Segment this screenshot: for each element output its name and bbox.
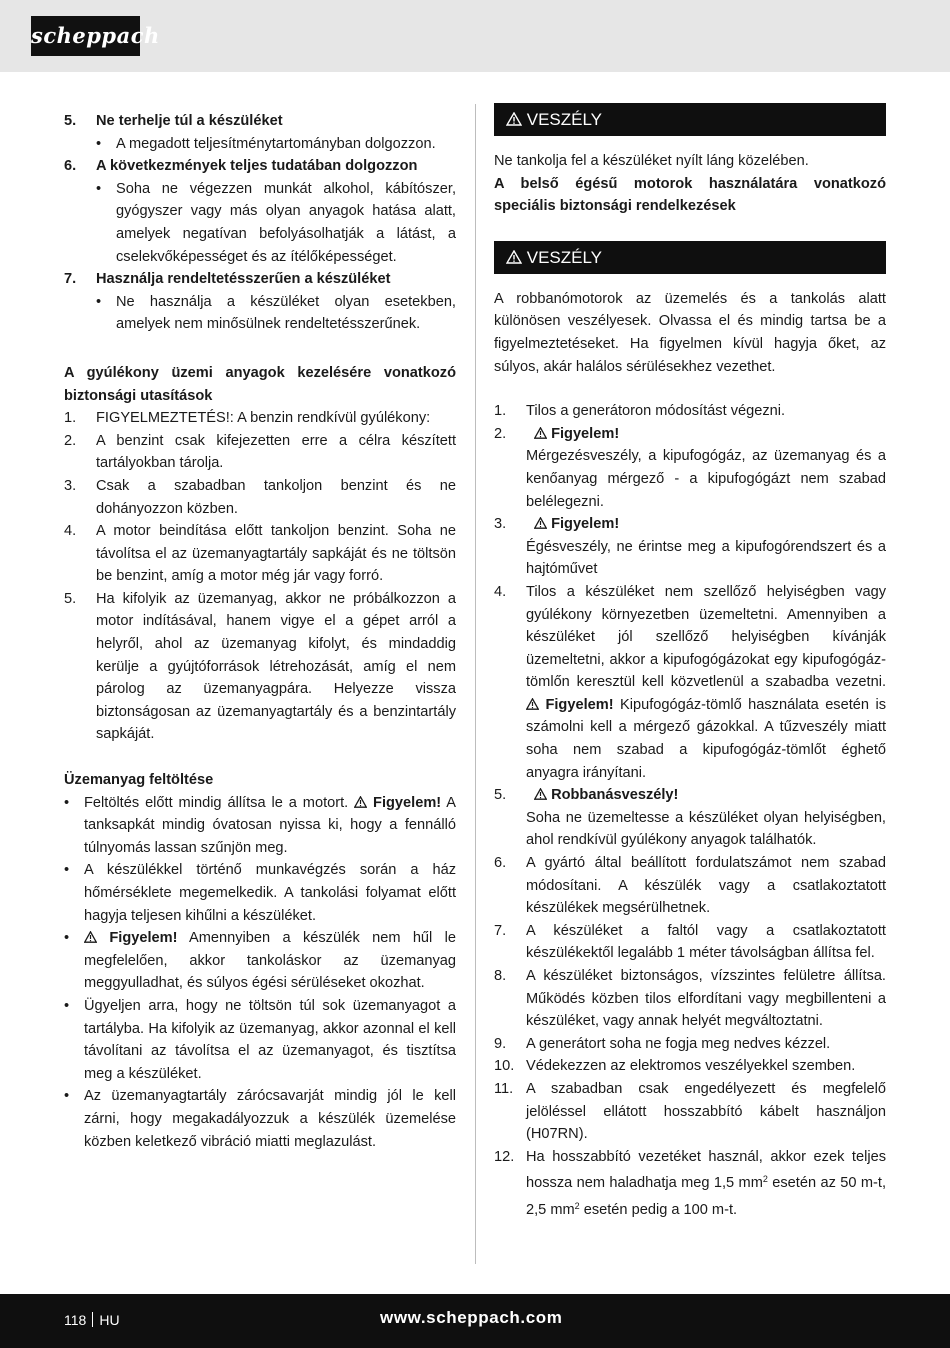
rule-item-7: 7. Használja rendeltetésszerűen a készüléket xyxy=(64,268,456,291)
page-footer xyxy=(0,1294,950,1348)
danger-text: A robbanómotorok az üzemelés és a tankolás alatt különösen veszélyesek. Olvassa el és mindig tartsa be a figyelmeztetéseket. Ha figyelmen kívül hagyja őket, az súlyos, akár halálos sérülésekhez vezethet. xyxy=(494,290,886,375)
bullet-item: • Soha ne végezzen munkát alkohol, kábítószer, gyógyszer vagy más olyan anyagok hatása alatt, amelyek negatívan befolyásolhatják a látást, a cselekvőképességet és az ítélőképességet. xyxy=(96,178,456,268)
fuel-heading: Üzemanyag feltöltése xyxy=(64,772,214,789)
list-item: 2. Figyelem! Mérgezésveszély, a kipufogógáz, az üzemanyag és a kenőanyag mérgező - a kipufogógázt nem szabad belélegezni. xyxy=(494,425,886,510)
bullet-item: • Az üzemanyagtartály zárócsavarját mindig jól le kell zárni, hogy megakadályozzuk a készülék üzemelése közben keletkező vibráció miatti meglazulást. xyxy=(64,1085,456,1153)
danger-label: VESZÉLY xyxy=(526,110,603,129)
bullet-icon: • xyxy=(96,180,102,197)
danger-text: Ne tankolja fel a készüléket nyílt láng közelében. xyxy=(494,153,809,169)
warning-triangle-icon xyxy=(84,931,97,943)
page-header xyxy=(0,0,950,72)
rule-item-5: 5. Ne terhelje túl a készüléket xyxy=(64,110,456,133)
bullet-icon: • xyxy=(64,1088,70,1105)
bullet-icon: • xyxy=(64,930,70,947)
rule-item-6: 6. A következmények teljes tudatában dolgozzon xyxy=(64,155,456,178)
bullet-item: • Feltöltés előtt mindig állítsa le a motort. Figyelem! A tanksapkát mindig óvatosan nyissa ki, hogy a fennálló túlnyomás lassan szűnjön meg. xyxy=(64,792,456,860)
bullet-icon: • xyxy=(96,293,102,310)
list-item: 8. A készüléket biztonságos, vízszintes felületre állítsa. Működés közben tilos elfordítani vagy megbillenteni a készüléket, vagy annak helyét megváltoztatni. xyxy=(494,968,886,1030)
list-item: 4. A motor beindítása előtt tankoljon benzint. Soha ne távolítsa el az üzemanyagtartály sapkáját és ne töltsön be benzint, amíg a motor még jár vagy forró. xyxy=(64,523,456,585)
list-item: 3. Csak a szabadban tankoljon benzint és ne dohányozzon közben. xyxy=(64,477,456,517)
warning-triangle-icon xyxy=(534,788,547,800)
rule-title: Használja rendeltetésszerűen a készüléket xyxy=(96,271,391,288)
bullet-icon: • xyxy=(64,997,70,1014)
page-number: 118 HU xyxy=(64,1312,120,1328)
list-item: 11. A szabadban csak engedélyezett és megfelelő jelöléssel ellátott hosszabbító kábelt használjon (H07RN). xyxy=(494,1080,886,1143)
website-url[interactable]: www.scheppach.com xyxy=(380,1308,563,1327)
warning-triangle-icon xyxy=(354,796,367,808)
combustion-heading: A belső égésű motorok használatára vonatkozó speciális biztonsági rendelkezések xyxy=(494,175,886,215)
danger-banner xyxy=(494,241,886,274)
list-item: 10. Védekezzen az elektromos veszélyekkel szemben. xyxy=(494,1058,856,1075)
list-item: 7. A készüléket a faltól vagy a csatlakoztatott készülékektől legalább 1 méter távolságban állítsa fel. xyxy=(494,922,886,962)
bullet-item: • Figyelem! Amennyiben a készülék nem hűl le megfelelően, akkor tankoláskor az üzemanyag meggyulladhat, és súlyos égési sérüléseket okozhat. xyxy=(64,927,456,995)
list-item: 9. A generátort soha ne fogja meg nedves kézzel. xyxy=(494,1035,831,1052)
list-item: 5. Ha kifolyik az üzemanyag, akkor ne próbálkozzon a motor indításával, hanem vigye el a gépet arról a helyről, ahol az üzemanyag kifolyt, és mindaddig kerülje a gyújtóforrások létrehozását, amíg el nem párolog az üzemanyagpára. Helyezze vissza biztonságosan az üzemanyagtartály és a benzintartály sapkáját. xyxy=(64,590,456,743)
left-column xyxy=(64,110,456,1153)
list-item: 2. A benzint csak kifejezetten erre a célra készített tartályokban tárolja. xyxy=(64,432,456,472)
list-item: 12. Ha hosszabbító vezetéket használ, akkor ezek teljes hossza nem haladhatja meg 1,5 $mm^2$ esetén az 50 m-t, 2,5 $mm^2$ esetén pedig a 100 m-t. xyxy=(494,1148,886,1218)
rule-title: Ne terhelje túl a készüléket xyxy=(96,113,283,129)
danger-banner xyxy=(494,103,886,136)
bullet-icon: • xyxy=(64,862,70,879)
list-item: 1. FIGYELMEZTETÉS!: A benzin rendkívül gyúlékony: xyxy=(64,410,431,427)
warning-triangle-icon xyxy=(534,517,547,529)
flammable-heading: A gyúlékony üzemi anyagok kezelésére vonatkozó biztonsági utasítások xyxy=(64,364,456,404)
bullet-item: • Ne használja a készüléket olyan esetekben, amelyek nem minősülnek rendeltetésszerűnek. xyxy=(96,291,456,336)
warning-triangle-icon xyxy=(526,698,539,710)
warning-triangle-icon xyxy=(534,427,547,439)
bullet-item: • A megadott teljesítménytartományban dolgozzon. xyxy=(96,133,456,156)
scheppach-logo: scheppach xyxy=(31,16,140,56)
warning-triangle-icon xyxy=(506,250,522,264)
right-column xyxy=(494,103,886,1222)
list-item: 1. Tilos a generátoron módosítást végezni. xyxy=(494,403,786,420)
bullet-icon: • xyxy=(64,794,70,811)
bullet-icon: • xyxy=(96,135,102,152)
language-code: HU xyxy=(99,1312,120,1328)
bullet-item: • A készülékkel történő munkavégzés során a ház hőmérséklete megemelkedik. A tankolási folyamat előtt hagyja teljesen kihűlni a készüléket. xyxy=(64,859,456,927)
rule-title: A következmények teljes tudatában dolgozzon xyxy=(96,158,418,175)
bullet-item: • Ügyeljen arra, hogy ne töltsön túl sok üzemanyagot a tartályba. Ha kifolyik az üzemanyag, akkor azonnal el kell távolítani az távolítsa el az üzemanyagot, és tisztítsa meg a készüléket. xyxy=(64,995,456,1085)
list-item: 3. Figyelem! Égésveszély, ne érintse meg a kipufogórendszert és a hajtóművet xyxy=(494,516,886,578)
warning-triangle-icon xyxy=(506,112,522,126)
list-item: 5. Robbanásveszély! Soha ne üzemeltesse a készüléket olyan helyiségben, ahol rendkívül gyúlékony anyagok találhatók. xyxy=(494,787,886,849)
list-item: 4. Tilos a készüléket nem szellőző helyiségben vagy gyúlékony környezetben üzemeltetni. Amennyiben a készüléket jól szellőző helyiségben kívánják üzemeltetni, akkor a kipufogógázokat egy kipufogógáz-tömlőn keresztül kell közvetlenül a szabadba vezetni. Figyelem! Kipufogógáz-tömlő használata esetén is számolni kell a mérgező gázokkal. A tűzveszély miatt soha nem szabad a kipufogógáz-tömlőt éghető anyagra irányítani. xyxy=(494,583,886,781)
danger-label: VESZÉLY xyxy=(526,247,603,267)
column-divider xyxy=(475,104,476,1264)
list-item: 6. A gyártó által beállított fordulatszámot nem szabad módosítani. A készülék vagy a csatlakoztatott készülékek megsérülhetnek. xyxy=(494,855,886,917)
